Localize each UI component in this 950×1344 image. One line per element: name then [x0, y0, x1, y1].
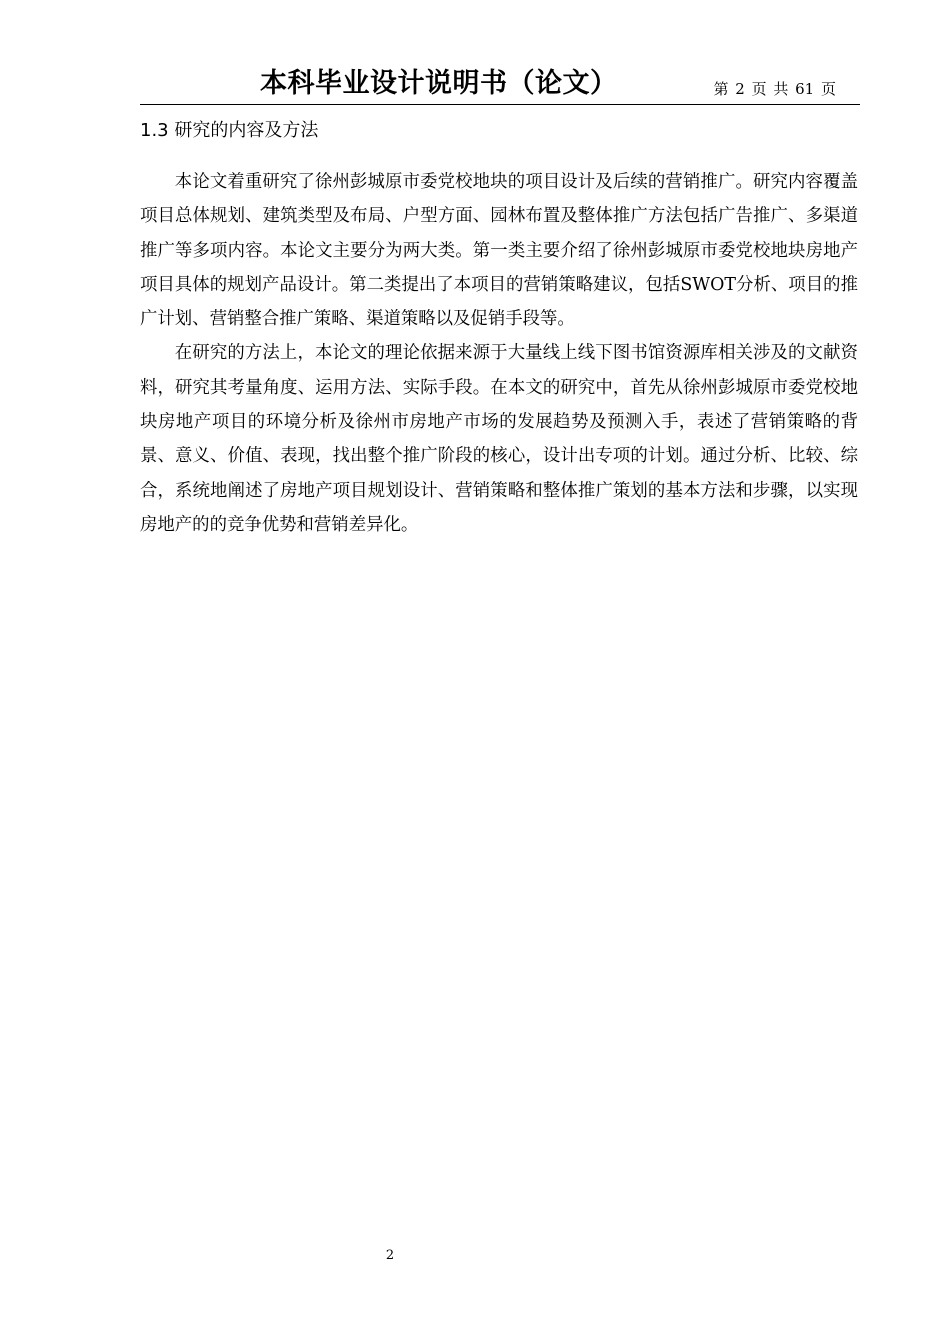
document-title: 本科毕业设计说明书（论文）	[260, 68, 618, 99]
paragraph-content: 本论文着重研究了徐州彭城原市委党校地块的项目设计及后续的营销推广。研究内容覆盖项目总体规划、建筑类型及布局、户型方面、园林布置及整体推广方法包括广告推广、多渠道推广等多项内容。本论文主要分为两大类。第一类主要介绍了徐州彭城原市委党校地块房地产项目具体的规划产品设计。第二类提出了本项目的营销策略建议，包括SWOT分析、项目的推广计划、营销整合推广策略、渠道策略以及促销手段等。	[140, 172, 858, 330]
body-text	[140, 165, 858, 542]
page-number: 2	[385, 1248, 395, 1263]
page-header	[140, 66, 860, 105]
paragraph-method: 在研究的方法上，本论文的理论依据来源于大量线上线下图书馆资源库相关涉及的文献资料，研究其考量角度、运用方法、实际手段。在本文的研究中，首先从徐州彭城原市委党校地块房地产项目的环境分析及徐州市房地产市场的发展趋势及预测入手，表述了营销策略的背景、意义、价值、表现，找出整个推广阶段的核心，设计出专项的计划。通过分析、比较、综合，系统地阐述了房地产项目规划设计、营销策略和整体推广策划的基本方法和步骤，以实现房地产的的竞争优势和营销差异化。	[140, 343, 858, 535]
page-counter: 第 2 页 共 61 页	[713, 80, 836, 98]
section-heading: 1.3 研究的内容及方法	[140, 120, 319, 141]
